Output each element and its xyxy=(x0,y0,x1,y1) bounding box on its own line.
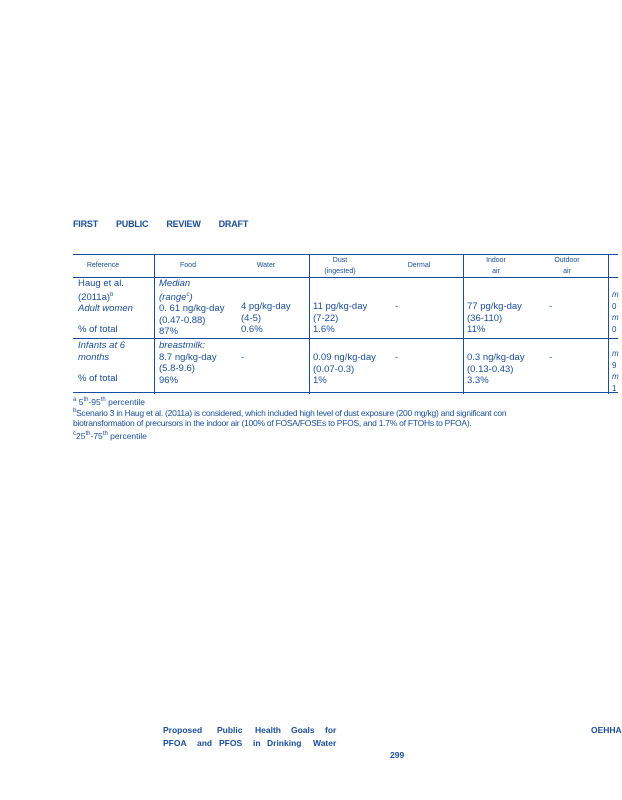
footer-agency: OEHHA xyxy=(591,725,622,735)
footnote-a: $^a$ 5th-95th percentile xyxy=(73,396,145,407)
table-rule xyxy=(463,254,464,394)
row1-food-line1: Median xyxy=(159,278,191,289)
row2-food-pct: 96% xyxy=(159,374,179,386)
page-number: 299 xyxy=(390,750,405,760)
row2-indoor xyxy=(467,352,525,387)
header-dust-line1: Dust xyxy=(332,257,348,264)
row2-ref-line3: % of total xyxy=(78,373,118,384)
draft-header xyxy=(73,219,266,229)
row1-water-pct: 0.6% xyxy=(241,324,263,335)
row1-ref-line2: $(2011a)^b$ xyxy=(78,291,114,303)
header-dust xyxy=(315,255,365,277)
row2-ref-line1: Infants at 6 xyxy=(78,340,126,351)
draft-word: FIRST xyxy=(73,219,98,229)
row1-dust-pct: 1.6% xyxy=(313,324,335,335)
row1-food-range: (0.47-0.88) xyxy=(159,314,206,326)
row2-dust-range: (0.07-0.3) xyxy=(313,363,355,375)
row1-ref-line3: Adult women xyxy=(78,303,133,315)
header-indoor-line1: Indoor xyxy=(486,257,506,264)
row2-truncated: m 9 m 1 xyxy=(612,349,619,393)
row1-truncated: m 0 m 0 xyxy=(612,290,619,334)
row1-indoor-range: (36-110) xyxy=(467,312,503,324)
row2-dust-pct: 1% xyxy=(313,375,327,386)
row1-indoor-pct: 11% xyxy=(467,324,486,335)
draft-word: PUBLIC xyxy=(116,219,149,229)
row2-food xyxy=(159,340,217,386)
row2-food-range: (5.8-9.6) xyxy=(159,363,195,374)
row1-ref-line4: % of total xyxy=(78,323,118,335)
row1-indoor-value: 77 pg/kg-day xyxy=(467,301,522,312)
row1-ref-sup: b xyxy=(110,291,114,298)
row2-ref-line2: months xyxy=(78,351,110,363)
header-indoor xyxy=(473,255,519,277)
row1-water xyxy=(241,301,291,336)
header-food: Food xyxy=(180,262,196,269)
row1-dust-range: (7-22) xyxy=(313,312,339,324)
table-rule xyxy=(309,254,310,394)
row1-reference xyxy=(78,278,133,335)
row1-food xyxy=(159,278,225,338)
header-dermal: Dermal xyxy=(407,262,431,269)
header-indoor-line2: air xyxy=(492,268,500,275)
row2-indoor-pct: 3.3% xyxy=(467,375,489,386)
row2-outdoor: - xyxy=(549,352,553,363)
row2-dermal: - xyxy=(395,352,399,363)
row1-ref-line1: Haug et al. xyxy=(78,278,124,289)
row1-outdoor: - xyxy=(549,301,553,312)
header-outdoor xyxy=(547,255,587,277)
row1-water-range: (4-5) xyxy=(241,312,262,324)
draft-word: REVIEW xyxy=(166,219,201,229)
row2-food-value: 8.7 ng/kg-day xyxy=(159,351,217,363)
row1-dust-value: 11 pg/kg-day xyxy=(313,301,368,312)
footnote-c: $^c$25th-75th percentile xyxy=(73,430,148,441)
footnote-b-cont: biotransformation of precursors in the indoor air (100% of FOSA/FOSEs to PFOS, and 1.7% of FTOHs to PFOA). xyxy=(73,418,472,428)
row2-dust-value: 0.09 ng/kg-day xyxy=(313,352,376,363)
row1-food-pct: 87% xyxy=(159,326,179,338)
table-rule xyxy=(154,254,155,394)
header-outdoor-line1: Outdoor xyxy=(554,257,580,264)
header-water: Water xyxy=(256,262,276,269)
table-rule xyxy=(608,254,609,394)
row1-indoor xyxy=(467,301,522,336)
footer-title-line1: Proposed Public Health Goals for xyxy=(163,725,337,735)
row1-water-value: 4 pg/kg-day xyxy=(241,301,291,312)
row1-dermal: - xyxy=(395,301,399,312)
row2-food-line1: breastmilk: xyxy=(159,340,205,351)
footnote-b: $^b$Scenario 3 in Haug et al. (2011a) is considered, which included high level of dust exposure (200 mg/kg) and significant con xyxy=(73,407,507,418)
row2-indoor-value: 0.3 ng/kg-day xyxy=(467,352,525,363)
header-dust-line2: (ingested) xyxy=(324,268,356,275)
row2-dust xyxy=(313,352,376,387)
exposure-table xyxy=(73,254,618,394)
header-reference: Reference xyxy=(86,262,120,269)
header-outdoor-line2: air xyxy=(563,268,571,275)
draft-word: DRAFT xyxy=(218,219,249,229)
row2-indoor-range: (0.13-0.43) xyxy=(467,363,514,375)
row1-food-line2: (range$^c$) xyxy=(159,291,193,303)
footer-title-line2: PFOA and PFOS in Drinking Water xyxy=(163,738,337,748)
row2-water: - xyxy=(241,352,245,363)
row2-reference xyxy=(78,340,125,385)
row1-dust xyxy=(313,301,367,336)
row1-food-value: 0. 61 ng/kg-day xyxy=(159,303,225,315)
